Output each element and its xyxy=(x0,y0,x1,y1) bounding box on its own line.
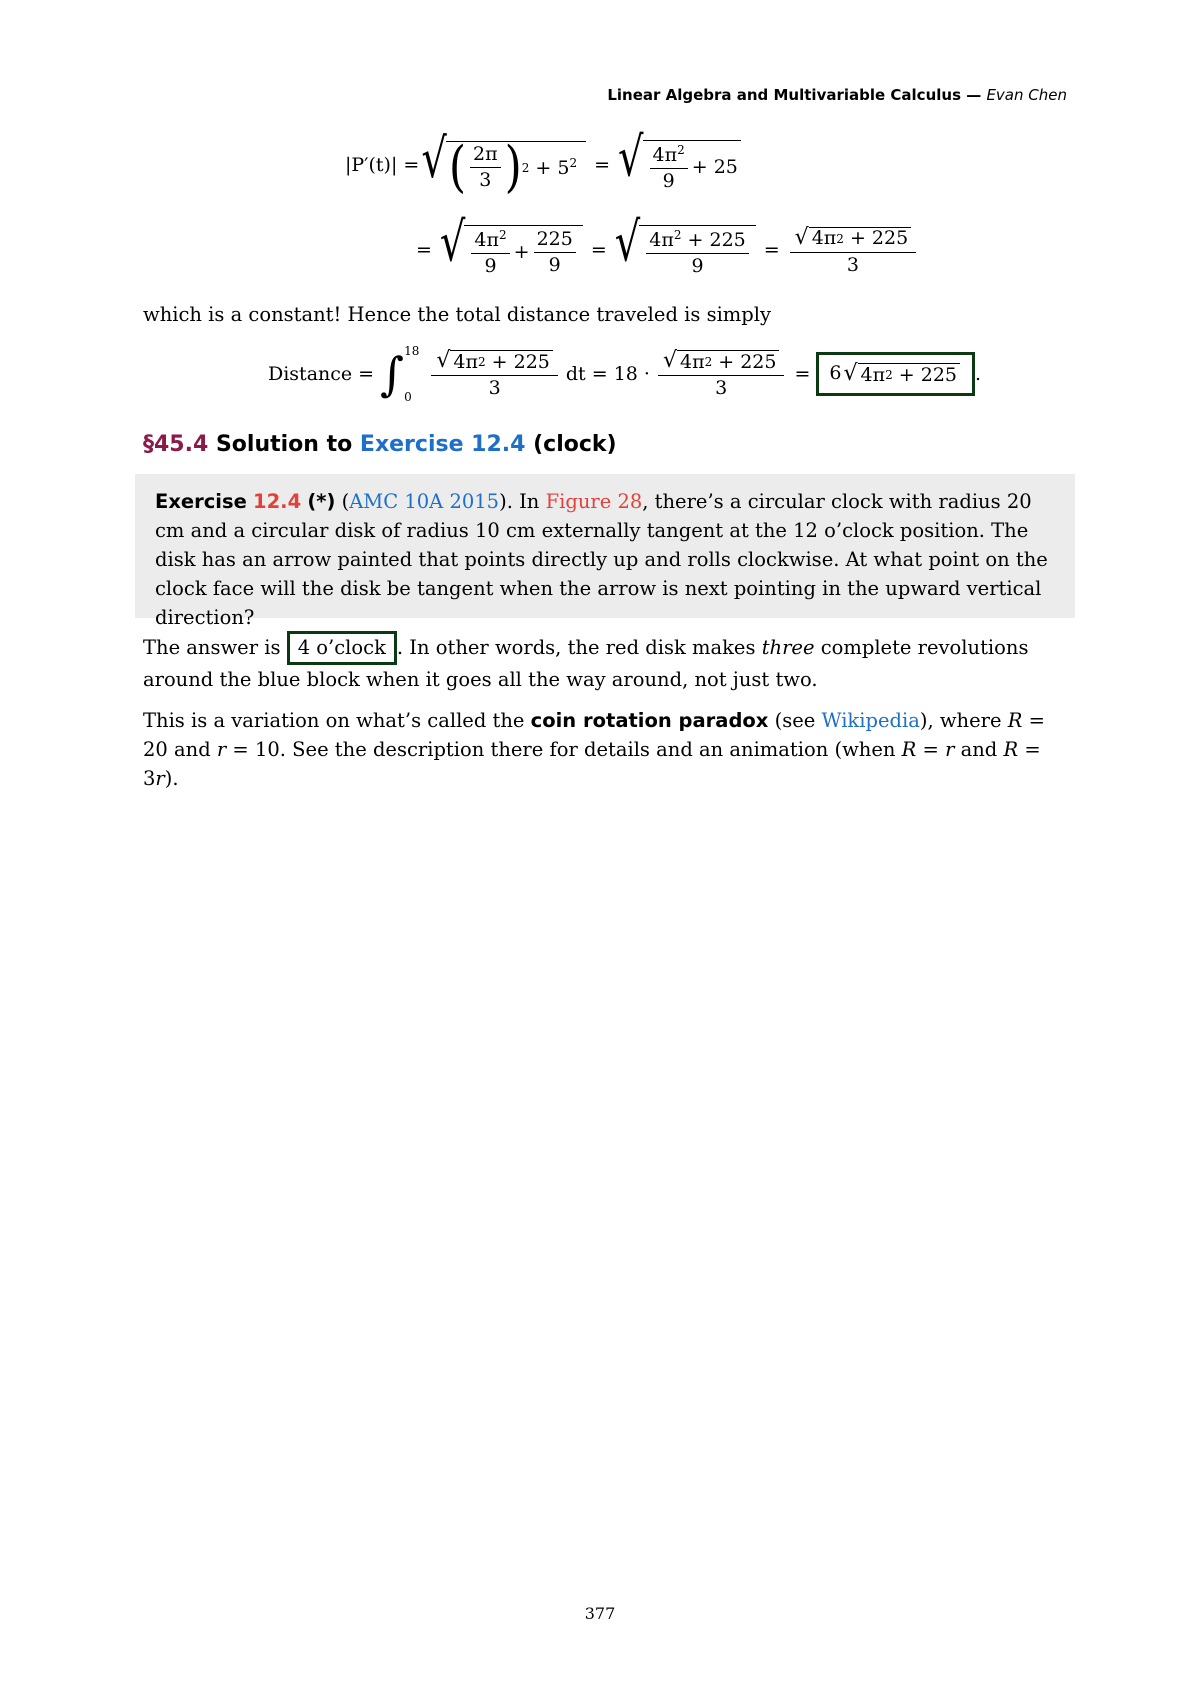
section-heading: §45.4 Solution to Exercise 12.4 (clock) xyxy=(143,432,617,457)
page-number: 377 xyxy=(584,1604,616,1623)
answer-paragraph: The answer is 4 o’clock . In other words, the red disk makes three complete revolutions around the blue block when it goes all the way around, not just two. xyxy=(143,631,1068,694)
eq-lhs: |P′(t)| = xyxy=(345,154,420,177)
variation-paragraph: This is a variation on what’s called the coin rotation paradox (see Wikipedia), where R = 20 and r = 10. See the description there for details and an animation (when R = r and R = 3r). xyxy=(143,709,1045,790)
sqrt-1: √ ( $\frac{2\pi}{3}$ ) 2 + $5^2$ xyxy=(421,141,586,190)
equation-distance: Distance = ∫ 18 0 √ 4π 2 + 225 3 dt = 18 · √ 4π 2 + 225 3 = 6 √ 4π 2 + 225 . xyxy=(268,344,982,404)
sqrt-2: √ $\frac{4\pi^2}{9}$ + 25 xyxy=(618,140,741,191)
fraction-2pi-3: $\frac{2\pi}{3}$ xyxy=(470,145,501,190)
equation-speed-line1: |P′(t)| = √ ( $\frac{2\pi}{3}$ ) 2 + $5^2$ = √ $\frac{4\pi^2}{9}$ + 25 xyxy=(345,140,743,191)
wikipedia-link[interactable]: Wikipedia xyxy=(821,709,920,732)
running-header xyxy=(607,86,1067,104)
distance-answer-box: 6 √ 4π 2 + 225 xyxy=(816,352,975,396)
source-link[interactable]: AMC 10A 2015 xyxy=(349,490,500,513)
header-author: Evan Chen xyxy=(986,86,1067,104)
constant-sentence: which is a constant! Hence the total distance traveled is simply xyxy=(143,303,772,326)
exercise-link[interactable]: Exercise 12.4 xyxy=(359,432,526,457)
header-separator: — xyxy=(961,86,987,104)
exercise-label: Exercise xyxy=(155,490,247,513)
integral-sign: ∫ 18 0 xyxy=(380,344,420,404)
exercise-statement: Exercise 12.4 (*) (AMC 10A 2015). In Figure 28, there’s a circular clock with radius 20 cm and a circular disk of radius 10 cm externally tangent at the 12 o’clock position. The disk has an arrow painted that points directly up and rolls clockwise. At what point on the clock face will the disk be tangent when the arrow is next pointing in the upward vertical direction? xyxy=(155,490,1048,629)
term-coin-rotation-paradox: coin rotation paradox xyxy=(530,709,769,732)
difficulty-star: (*) xyxy=(307,490,336,513)
section-number: §45.4 xyxy=(143,432,209,457)
header-title: Linear Algebra and Multivariable Calculus xyxy=(607,86,961,104)
exercise-number-link[interactable]: 12.4 xyxy=(253,490,302,513)
answer-box: 4 o’clock xyxy=(287,631,397,665)
equation-speed-line2: = √ $\frac{4\pi^2}{9}$ + $\frac{225}{9}$ = √ $\frac{4\pi^2 + 225}{9}$ = √ 4π 2 + 225 3 xyxy=(410,225,920,276)
figure-link[interactable]: Figure 28 xyxy=(545,490,643,513)
